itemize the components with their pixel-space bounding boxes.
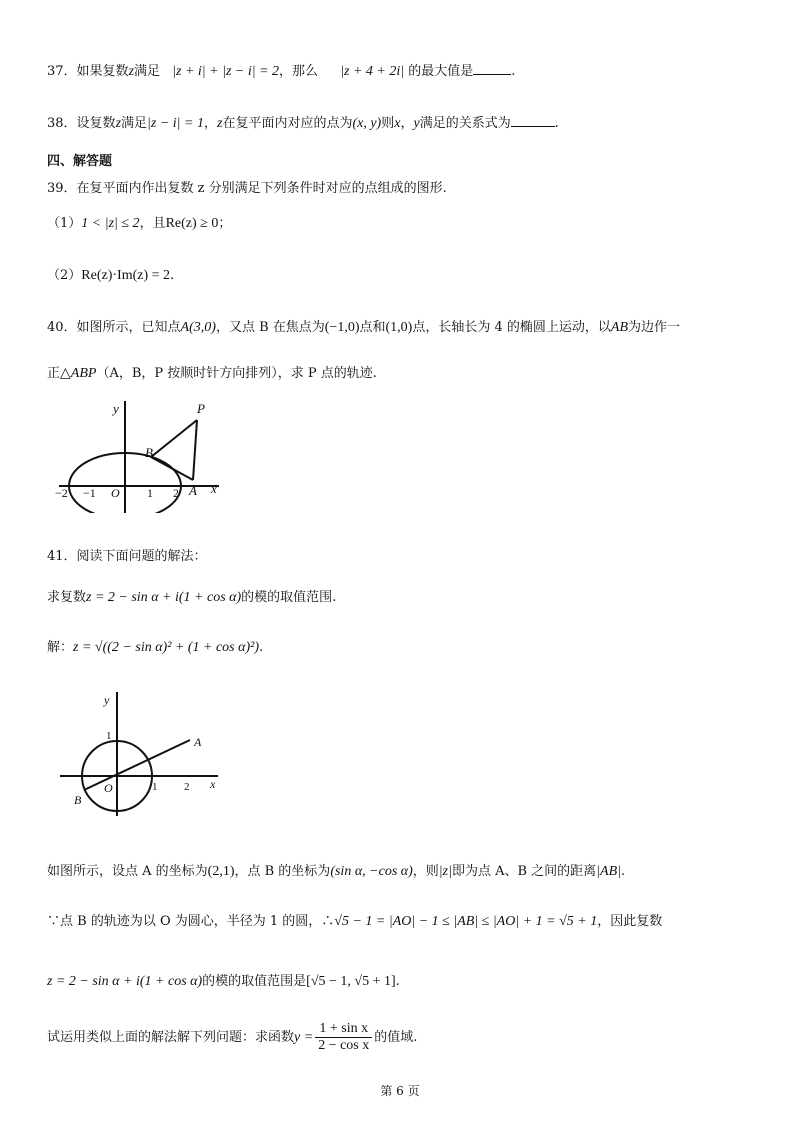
tick-y-1: 1 — [106, 730, 112, 742]
q37-condition: |z + i| + |z − i| = 2 — [172, 64, 280, 79]
origin-label: O — [104, 781, 113, 795]
label-a: A — [194, 735, 202, 749]
q39-part-2: （2）Re(z)·Im(z) = 2. — [47, 268, 175, 283]
fraction: $\frac{\text{1 + sin x}}{\text{2 − cos x}}$ — [315, 1021, 372, 1054]
section-heading: 四、解答题 — [47, 154, 113, 169]
q41-para-1: 如图所示，设点 A 的坐标为(2,1)，点 B 的坐标为(sin α, −cos α)，则|z|即为点 A、B 之间的距离|AB|. — [47, 864, 626, 879]
axis-label-x: x — [210, 777, 216, 791]
q41-solution: 解：z = √((2 − sin α)² + (1 + cos α)²). — [47, 640, 264, 655]
segment-pa — [193, 420, 197, 480]
question-41: 41．阅读下面问题的解法： — [47, 549, 207, 564]
figure-ellipse — [47, 395, 227, 513]
tick-neg1: −1 — [83, 486, 96, 500]
question-37: 37．如果复数z满足 |z + i| + |z − i| = 2，那么 |z + 4 + 2i| 的最大值是 . — [47, 60, 515, 82]
axis-label-y: y — [113, 401, 119, 416]
q39-part-1: （1）1 < |z| ≤ 2，且Re(z) ≥ 0； — [47, 216, 232, 231]
q41-exercise: 试运用类似上面的解法解下列问题：求函数y = $\frac{\text{1 + sin x}}{\text{2 − cos x}}$ 的值域. — [47, 1021, 418, 1053]
tick-2: 2 — [173, 486, 179, 500]
answer-blank[interactable] — [473, 60, 511, 75]
figure-unit-circle — [60, 690, 230, 818]
q41-ask: 求复数z = 2 − sin α + i(1 + cos α)的模的取值范围. — [47, 590, 337, 605]
label-b: B — [74, 793, 82, 807]
question-40: 40．如图所示，已知点A(3,0)，又点 B 在焦点为(−1,0)点和(1,0)点，长轴长为 4 的椭圆上运动，以AB为边作一 — [47, 320, 681, 335]
label-b: B — [145, 445, 153, 460]
tick-neg2: −2 — [55, 486, 68, 500]
question-40-cont: 正△ABP（A，B，P 按顺时针方向排列），求 P 点的轨迹. — [47, 366, 377, 381]
q41-para-2: ∵点 B 的轨迹为以 O 为圆心，半径为 1 的圆，∴√5 − 1 = |AO| − 1 ≤ |AB| ≤ |AO| + 1 = √5 + 1，因此复数 — [47, 914, 663, 929]
segment-ba — [151, 457, 193, 480]
q38-condition: |z − i| = 1 — [147, 116, 204, 131]
question-39: 39．在复平面内作出复数 z 分别满足下列条件时对应的点组成的图形. — [47, 181, 447, 196]
axis-label-y: y — [104, 693, 110, 707]
tick-1: 1 — [147, 486, 153, 500]
segment-bp — [151, 420, 197, 457]
tick-x-2: 2 — [184, 781, 190, 793]
axis-label-x: x — [211, 481, 217, 496]
q41-para-3: z = 2 − sin α + i(1 + cos α)的模的取值范围是[√5 − 1, √5 + 1]. — [47, 974, 400, 989]
question-38: 38．设复数z满足|z − i| = 1，z在复平面内对应的点为(x, y)则x，y满足的关系式为 . — [47, 112, 559, 134]
page-number: 第 6 页 — [380, 1084, 420, 1098]
label-a: A — [189, 483, 197, 498]
origin-label: O — [111, 486, 120, 500]
answer-blank[interactable] — [511, 112, 555, 127]
q37-expression: |z + 4 + 2i| — [340, 64, 405, 79]
tick-x-1: 1 — [152, 781, 158, 793]
label-p: P — [197, 401, 205, 416]
